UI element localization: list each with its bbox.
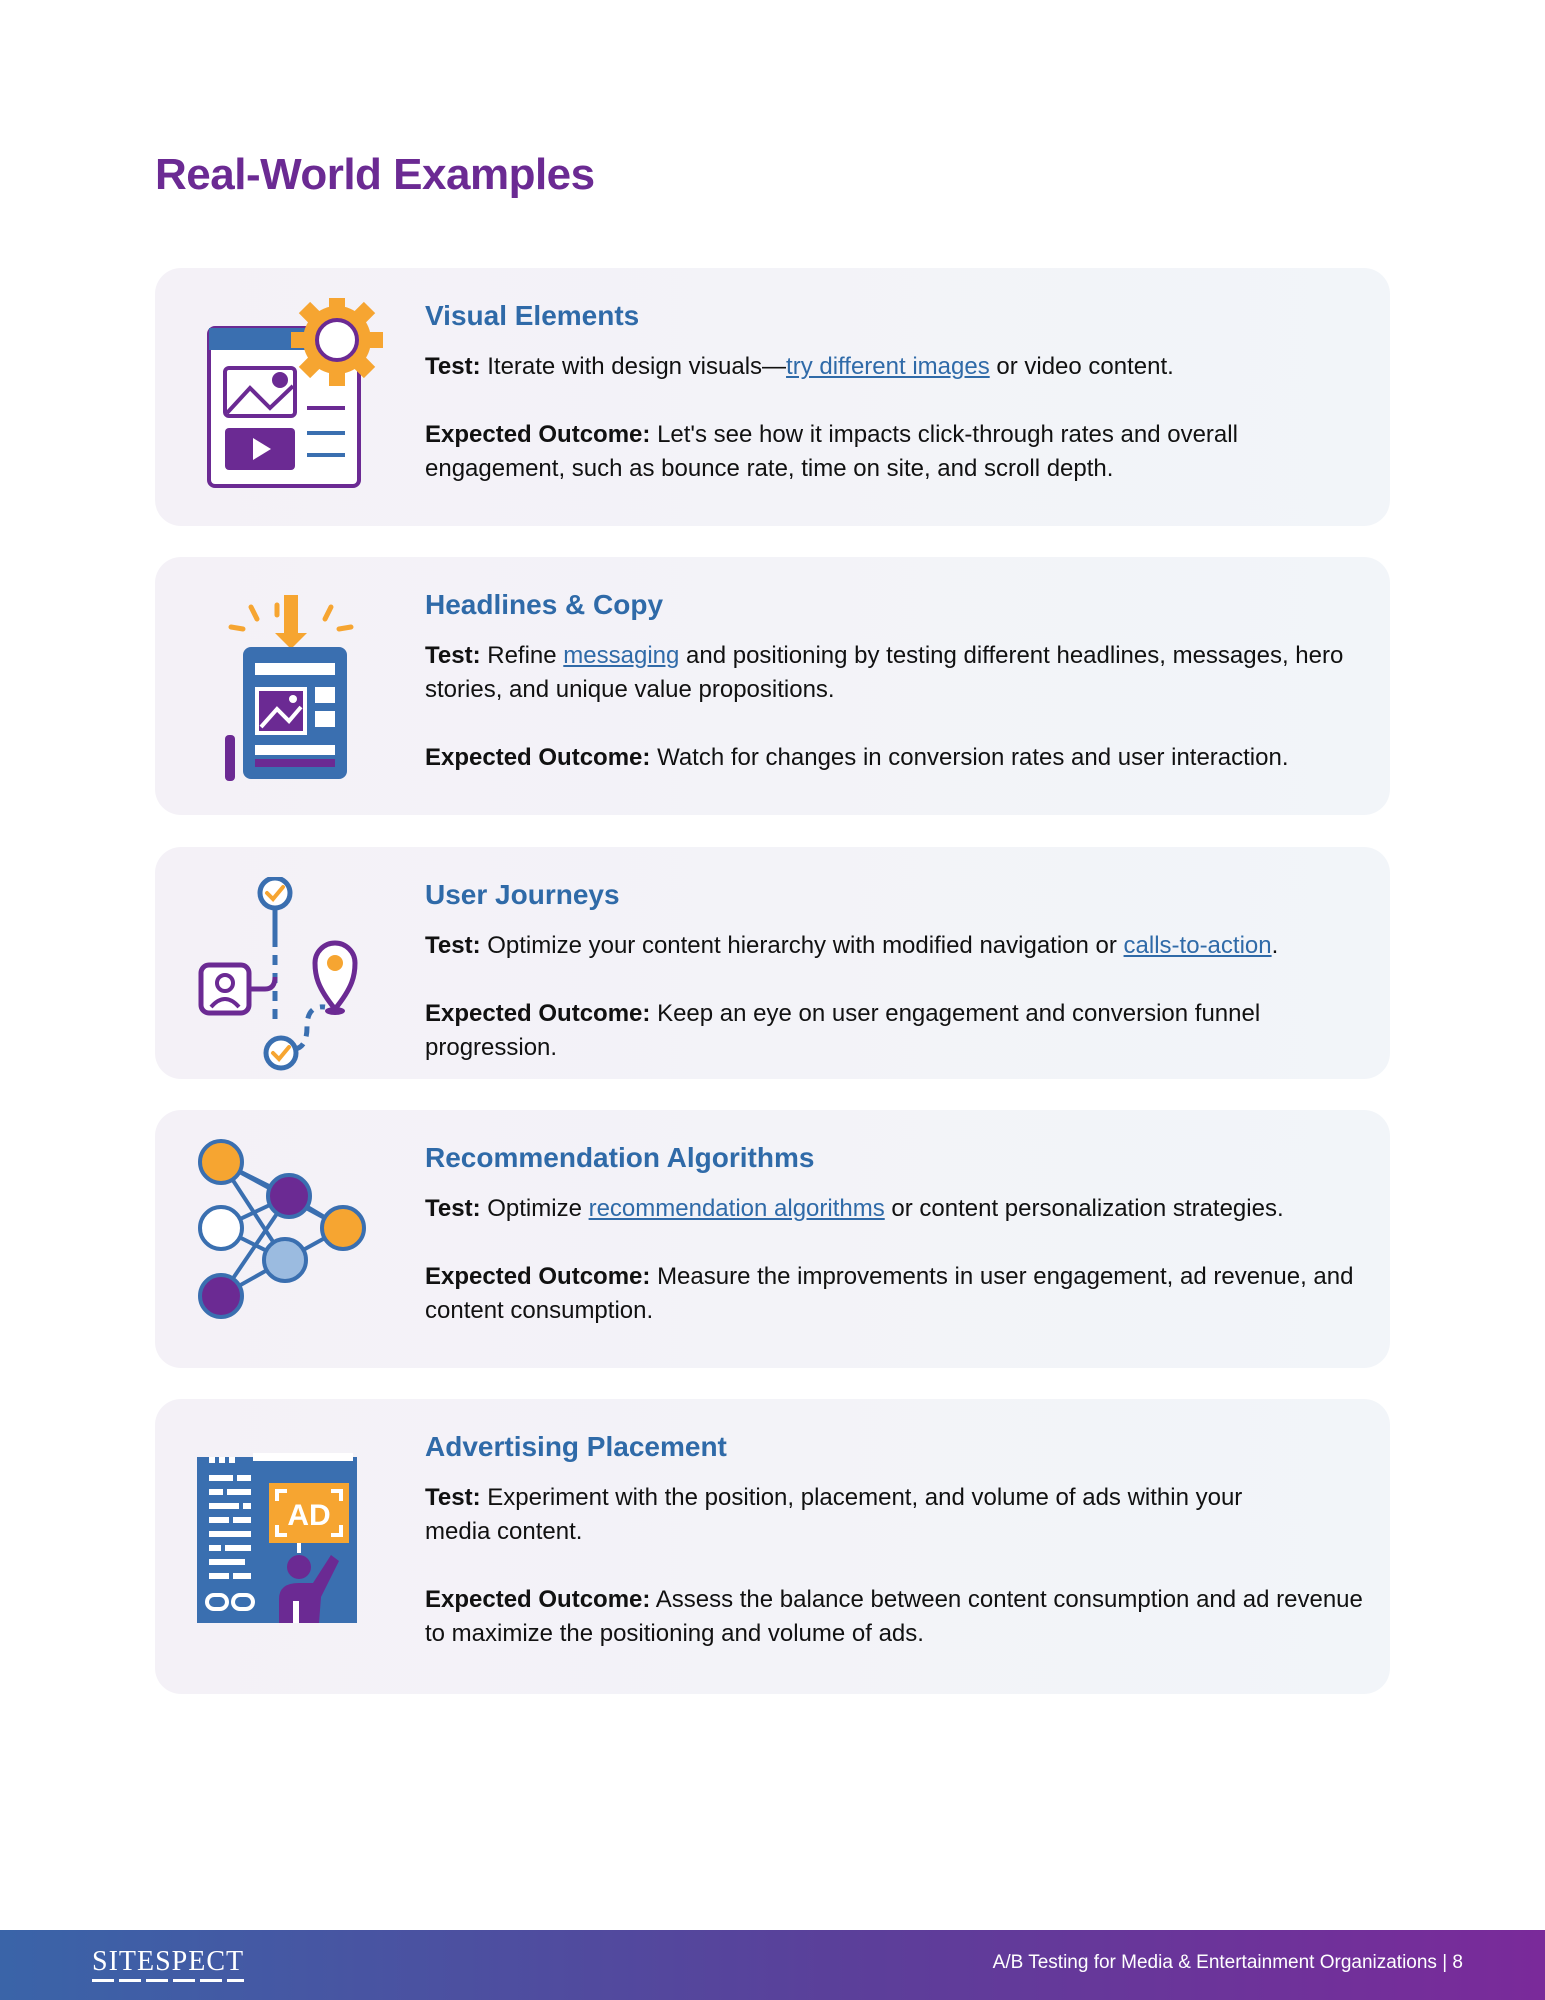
page-footer	[0, 1930, 1545, 2000]
card-outcome	[425, 741, 1376, 775]
test-text: Refine	[487, 642, 564, 669]
messaging-link[interactable]: messaging	[563, 642, 680, 669]
try-different-images-link[interactable]: try different images	[786, 353, 990, 380]
test-text: Experiment with the position, placement, and volume of ads within your media content.	[425, 1484, 1243, 1545]
card-test	[425, 350, 1376, 384]
neural-network-icon	[191, 1138, 391, 1338]
card-advertising-placement	[155, 1399, 1390, 1694]
ad-billboard-presenter-icon	[195, 1451, 395, 1651]
card-test	[425, 1481, 1376, 1549]
outcome-label: Expected Outcome:	[425, 744, 651, 771]
test-text-after: or content personalization strategies.	[884, 1195, 1284, 1222]
outcome-label: Expected Outcome:	[425, 1586, 651, 1613]
test-label: Test:	[425, 932, 481, 959]
user-journey-path-icon	[195, 877, 395, 1077]
logo-underline	[92, 1979, 244, 1982]
test-text: Optimize	[487, 1195, 589, 1222]
outcome-text: Assess the balance between content consumption and ad revenue to maximize the positioning and volume of ads.	[425, 1586, 1363, 1647]
page-title: Real-World Examples	[155, 150, 595, 199]
card-heading: Recommendation Algorithms	[425, 1142, 815, 1173]
webpage-media-gear-icon	[195, 298, 395, 498]
card-test	[425, 639, 1376, 707]
test-text-after: and positioning by testing different headlines, messages, hero stories, and unique value propositions.	[425, 642, 1344, 703]
test-text: Iterate with design visuals—	[487, 353, 787, 380]
test-label: Test:	[425, 642, 481, 669]
outcome-label: Expected Outcome:	[425, 1263, 651, 1290]
card-recommendation-algorithms	[155, 1110, 1390, 1368]
test-text: Optimize your content hierarchy with modified navigation or	[487, 932, 1124, 959]
card-heading: Headlines & Copy	[425, 589, 664, 620]
card-heading: Advertising Placement	[425, 1431, 727, 1462]
card-headlines-copy	[155, 557, 1390, 815]
outcome-label: Expected Outcome:	[425, 1000, 651, 1027]
svg-text:AD: AD	[287, 1499, 331, 1532]
card-visual-elements	[155, 268, 1390, 526]
recommendation-algorithms-link[interactable]: recommendation algorithms	[588, 1195, 885, 1222]
card-outcome	[425, 418, 1376, 486]
card-outcome	[425, 997, 1376, 1065]
article-download-icon	[195, 587, 395, 787]
test-label: Test:	[425, 1484, 481, 1511]
card-heading: Visual Elements	[425, 300, 640, 331]
card-outcome	[425, 1583, 1376, 1651]
outcome-text: Keep an eye on user engagement and conversion funnel progression.	[425, 1000, 1261, 1061]
outcome-text: Watch for changes in conversion rates and user interaction.	[657, 744, 1289, 771]
test-label: Test:	[425, 1195, 481, 1222]
card-test	[425, 1192, 1376, 1226]
test-text-after: or video content.	[989, 353, 1174, 380]
outcome-text: Let's see how it impacts click-through rates and overall engagement, such as bounce rate, time on site, and scroll depth.	[425, 421, 1238, 482]
card-heading: User Journeys	[425, 879, 620, 910]
card-test	[425, 929, 1376, 963]
test-label: Test:	[425, 353, 481, 380]
outcome-label: Expected Outcome:	[425, 421, 651, 448]
logo-text: SITESPECT	[92, 1946, 245, 1977]
test-text-after: .	[1271, 932, 1279, 959]
sitespect-logo	[92, 1946, 244, 1978]
card-user-journeys	[155, 847, 1390, 1079]
card-outcome	[425, 1260, 1376, 1328]
outcome-text: Measure the improvements in user engagement, ad revenue, and content consumption.	[425, 1263, 1354, 1324]
calls-to-action-link[interactable]: calls-to-action	[1123, 932, 1272, 959]
footer-page-info: A/B Testing for Media & Entertainment Organizations | 8	[992, 1952, 1463, 1973]
